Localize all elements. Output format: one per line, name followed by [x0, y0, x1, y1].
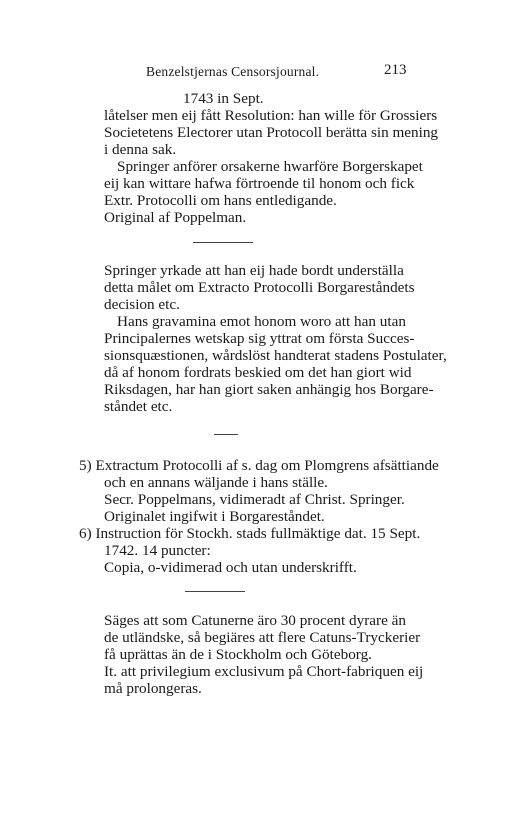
text-line: må prolongeras.: [104, 680, 202, 697]
text-line: få uprättas än de i Stockholm och Göteborg.: [104, 646, 372, 663]
running-head: Benzelstjernas Censorsjournal.: [146, 64, 320, 79]
text-line: decision etc.: [104, 296, 180, 313]
text-line: Societetens Electorer utan Protocoll berätta sin mening: [104, 124, 439, 141]
text-line: i denna sak.: [104, 141, 177, 158]
section-divider: [193, 242, 253, 243]
page-number: 213: [384, 62, 407, 78]
text-line: 1742. 14 puncter:: [104, 542, 211, 559]
text-line: Copia, o-vidimerad och utan underskrifft.: [104, 559, 357, 576]
text-line: Principalernes wetskap sig yttrat om första Succes-: [104, 330, 415, 347]
section-divider: [185, 591, 245, 592]
text-line: Originalet ingifwit i Borgareståndet.: [104, 508, 325, 525]
text-line: sionsquæstionen, wårdslöst handterat stadens Postulater,: [104, 347, 447, 364]
text-line: Springer yrkade att han eij hade bordt underställa: [104, 262, 404, 279]
text-line: Extr. Protocolli om hans entledigande.: [104, 192, 337, 209]
text-line: Springer anförer orsakerne hwarföre Borgerskapet: [117, 158, 423, 175]
section-divider: [214, 434, 238, 435]
text-line: de utländske, så begiäres att flere Catuns-Tryckerier: [104, 629, 421, 646]
text-line: Säges att som Catunerne äro 30 procent dyrare än: [104, 612, 406, 629]
text-line: 1743 in Sept.: [183, 90, 264, 107]
text-line: It. att privilegium exclusivum på Chort-fabriquen eij: [104, 663, 424, 680]
text-line: då af honom fordrats beskied om det han giort wid: [104, 364, 412, 381]
text-line: Riksdagen, har han giort saken anhängig hos Borgare-: [104, 381, 434, 398]
text-line: och en annans wäljande i hans ställe.: [104, 474, 328, 491]
list-item-5: 5) Extractum Protocolli af s. dag om Plomgrens afsättiande: [79, 457, 439, 474]
text-line: ståndet etc.: [104, 398, 173, 415]
list-item-6: 6) Instruction för Stockh. stads fullmäktige dat. 15 Sept.: [79, 525, 421, 542]
text-line: låtelser men eij fått Resolution: han wille för Grossiers: [104, 107, 438, 124]
text-line: Original af Poppelman.: [104, 209, 247, 226]
text-line: Hans gravamina emot honom woro att han utan: [117, 313, 406, 330]
text-line: eij kan wittare hafwa förtroende til honom och fick: [104, 175, 415, 192]
text-line: Secr. Poppelmans, vidimeradt af Christ. Springer.: [104, 491, 405, 508]
text-line: detta målet om Extracto Protocolli Borgareståndets: [104, 279, 415, 296]
